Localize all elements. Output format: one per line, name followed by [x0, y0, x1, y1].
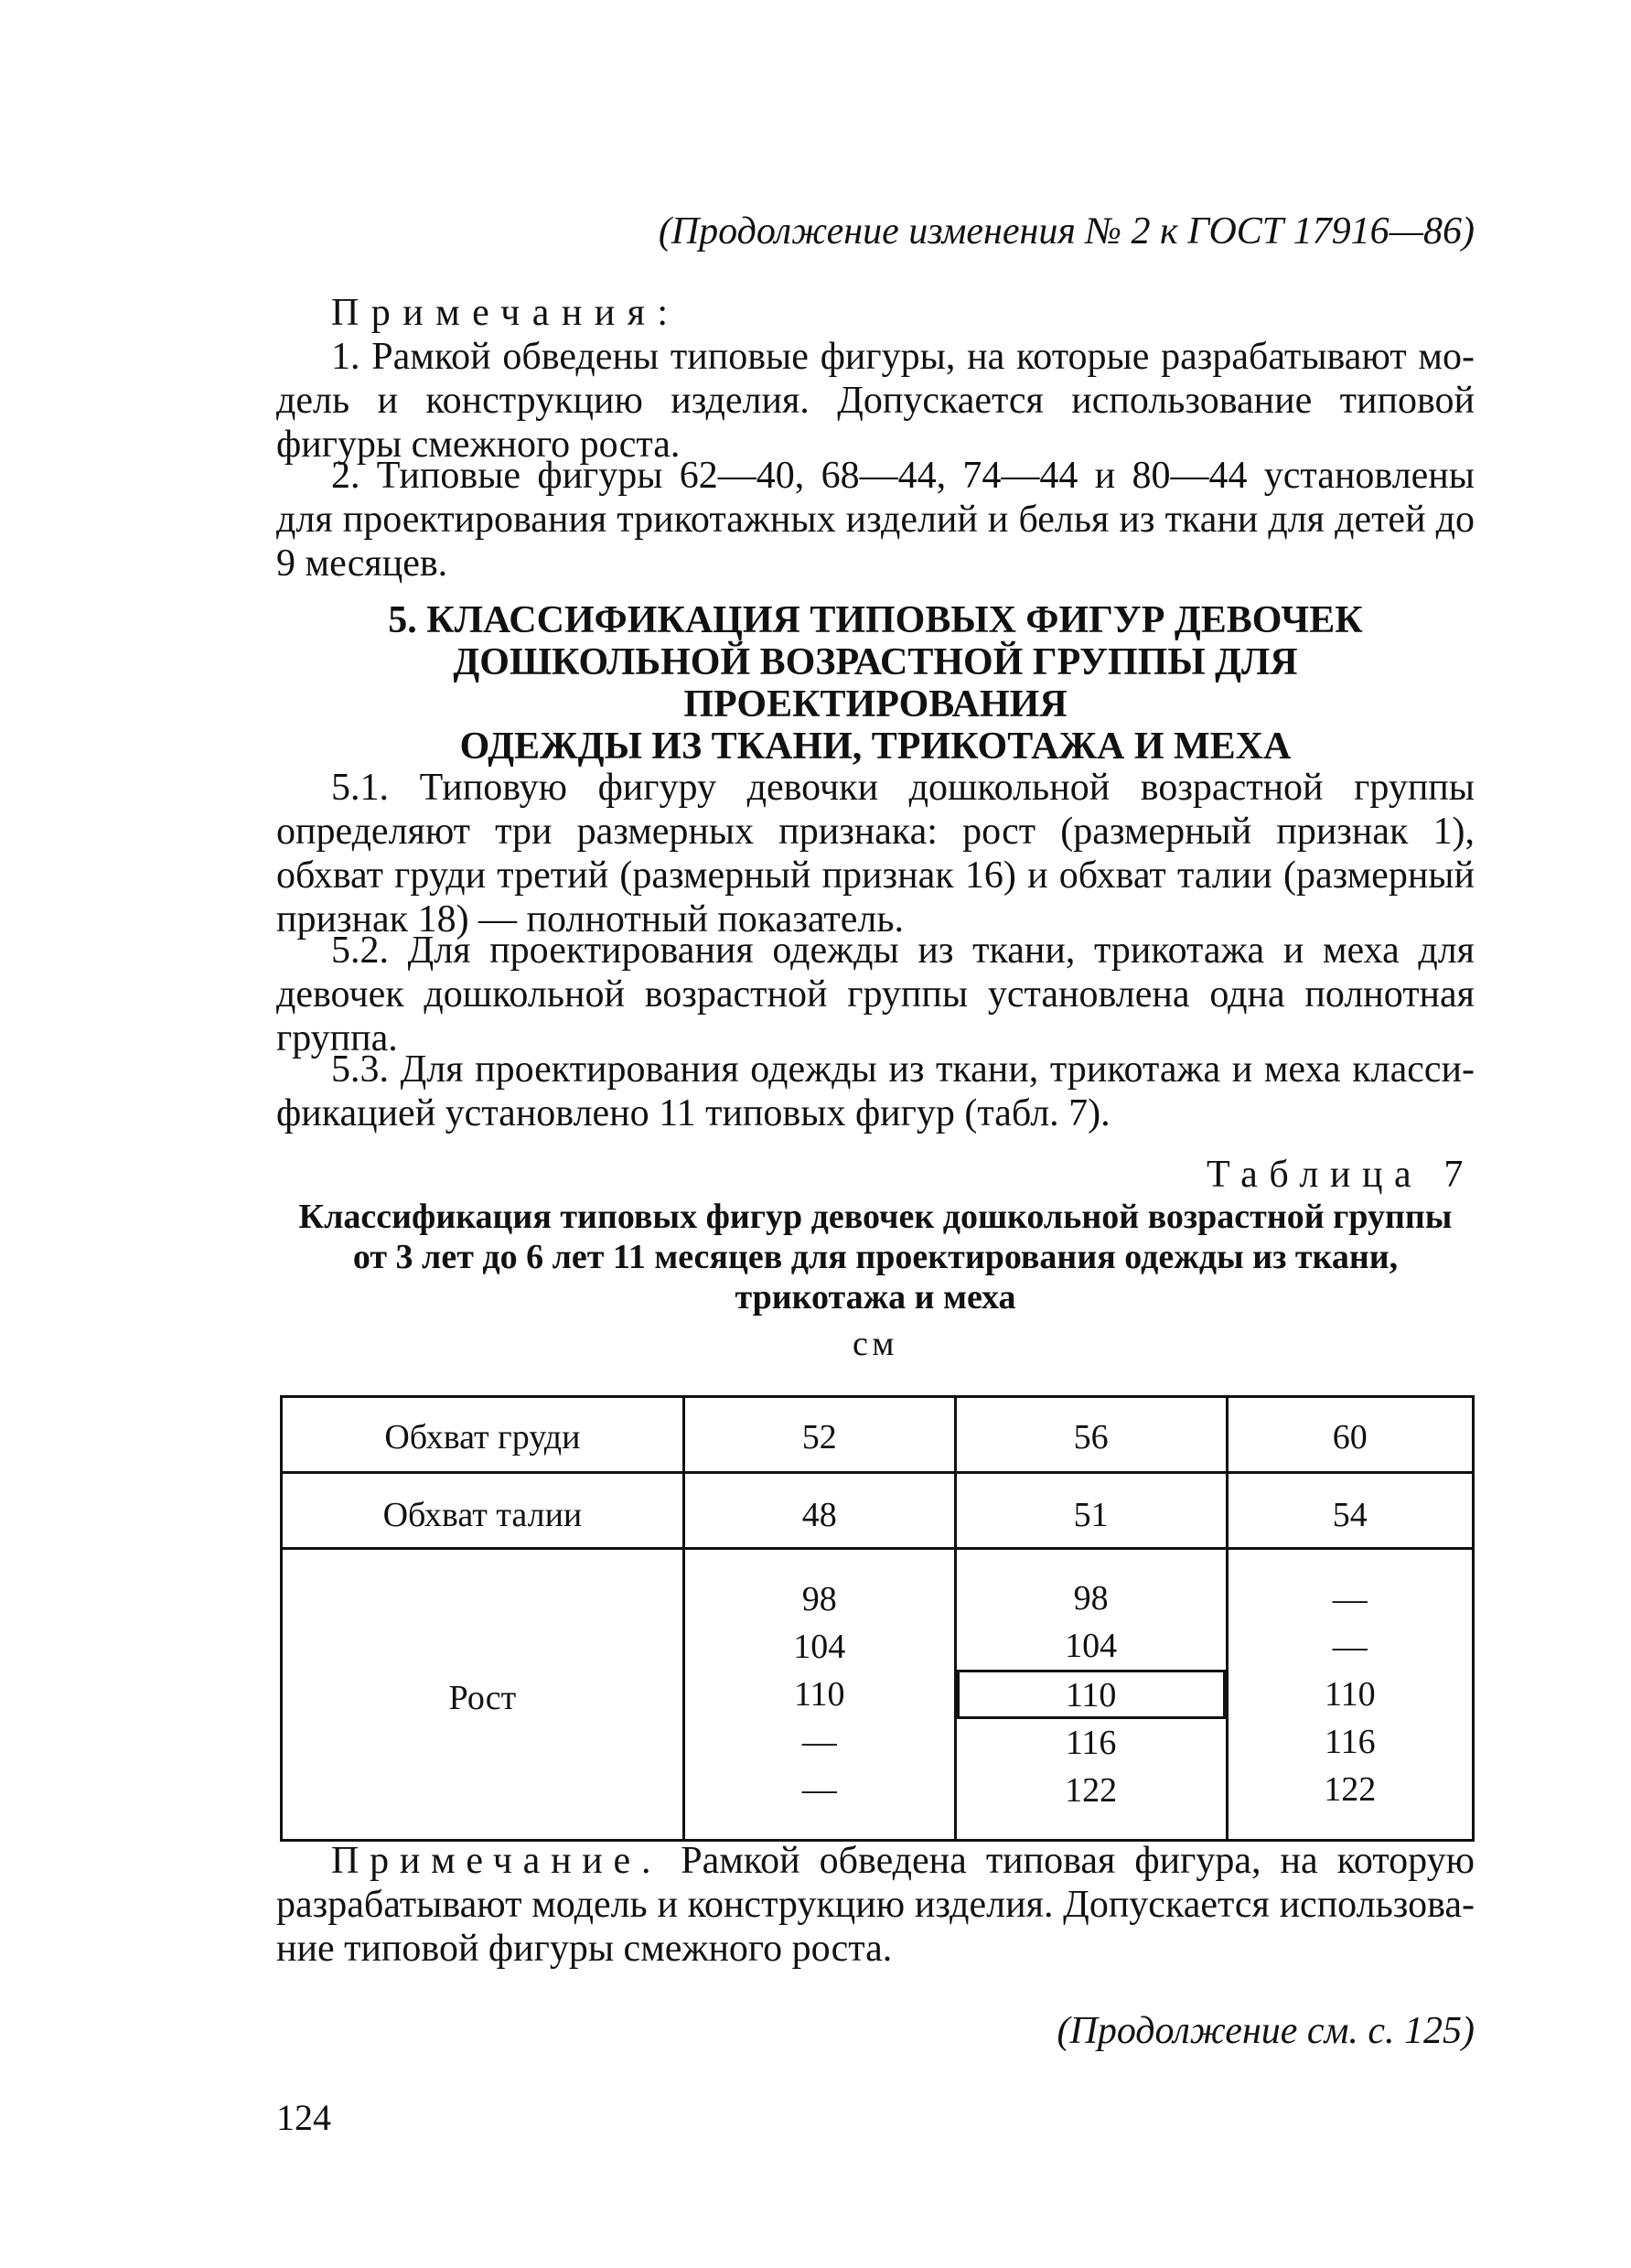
height-value: 104: [1065, 1627, 1118, 1665]
table-row-height: [282, 1549, 1474, 1841]
table-title: [276, 1197, 1475, 1317]
notes-title: Примечания:: [331, 292, 681, 334]
height-value: 104: [793, 1628, 846, 1666]
note-2: 2. Типовые фигуры 62—40, 68—44, 74—44 и 80—44 установлены для проектирования трикотажных изделий и белья из ткани для детей до 9 месяцев.: [276, 455, 1475, 585]
height-value: 116: [1065, 1724, 1117, 1762]
chest-value: 52: [683, 1397, 955, 1473]
table-title-line-3: трикотажа и меха: [735, 1278, 1016, 1317]
paragraph-5-1: 5.1. Типовую фигуру девочки дошкольной возрастной группы определяют три размерных признака: рост (размерный признак 1), обхват груди третий (размерный признак 16) и обхват талии (размерный признак 18) — полнотный показатель.: [276, 767, 1475, 941]
paragraph-5-2: 5.2. Для проектирования одежды из ткани, трикотажа и меха для девочек дошкольной возрастной группы установлена одна полнотная группа.: [276, 930, 1475, 1059]
table-title-line-1: Классификация типовых фигур девочек дошкольной возрастной группы: [298, 1198, 1453, 1236]
section-heading-line-1: 5. КЛАССИФИКАЦИЯ ТИПОВЫХ ФИГУР ДЕВОЧЕК: [388, 599, 1363, 641]
continuation-header: (Продолжение изменения № 2 к ГОСТ 17916—86): [658, 210, 1475, 253]
section-heading: [276, 599, 1475, 768]
classification-table: [280, 1395, 1475, 1842]
height-value: 98: [1073, 1579, 1109, 1618]
height-value: —: [1332, 1628, 1368, 1666]
row-label-waist: Обхват талии: [282, 1473, 684, 1549]
table-row-waist: [282, 1473, 1474, 1549]
waist-value: 51: [955, 1473, 1227, 1549]
table-title-line-2: от 3 лет до 6 лет 11 месяцев для проектирования одежды из ткани,: [352, 1238, 1399, 1276]
row-label-height: Рост: [282, 1549, 684, 1841]
height-value: —: [801, 1770, 837, 1809]
section-heading-line-3: ОДЕЖДЫ ИЗ ТКАНИ, ТРИКОТАЖА И МЕХА: [459, 726, 1292, 768]
table-unit: см: [852, 1325, 899, 1363]
footnote-text: Рамкой обведена типовая фигура, на которую разрабатывают модель и конструкцию изделия. Допускается использование типовой фигуры смежного роста.: [276, 1840, 1475, 1970]
height-values-col-3: [1227, 1549, 1473, 1841]
height-values-col-1: [683, 1549, 955, 1841]
table-footnote: [276, 1839, 1475, 1971]
waist-value: 54: [1227, 1473, 1473, 1549]
chest-value: 60: [1227, 1397, 1473, 1473]
paragraph-5-3: 5.3. Для проектирования одежды из ткани, трикотажа и меха классификацией установлено 11 типовых фигур (табл. 7).: [276, 1048, 1475, 1134]
waist-value: 48: [683, 1473, 955, 1549]
page-number: 124: [276, 2097, 331, 2138]
note-1: 1. Рамкой обведены типовые фигуры, на которые разрабатывают модель и конструкцию изделия. Допускается использование типовой фигуры смежного роста.: [276, 336, 1475, 466]
height-value: —: [801, 1723, 837, 1761]
table-label: Таблица 7: [1206, 1154, 1475, 1196]
table-row-chest: [282, 1397, 1474, 1473]
height-value: 116: [1325, 1723, 1376, 1761]
chest-value: 56: [955, 1397, 1227, 1473]
framed-typical-figure: 110: [957, 1670, 1226, 1719]
section-heading-line-2: ДОШКОЛЬНОЙ ВОЗРАСТНОЙ ГРУППЫ ДЛЯ ПРОЕКТИРОВАНИЯ: [453, 641, 1298, 726]
height-value: 110: [1325, 1675, 1376, 1714]
footnote-lead: Примечание.: [331, 1840, 662, 1882]
height-value: —: [1332, 1580, 1368, 1618]
height-value: 122: [1324, 1770, 1377, 1809]
row-label-chest: Обхват груди: [282, 1397, 684, 1473]
height-value: 98: [801, 1580, 837, 1618]
height-value: 122: [1065, 1771, 1118, 1810]
height-value: 110: [793, 1675, 845, 1714]
continuation-footer: (Продолжение см. с. 125): [1057, 2010, 1475, 2052]
height-values-col-2: [955, 1549, 1227, 1841]
